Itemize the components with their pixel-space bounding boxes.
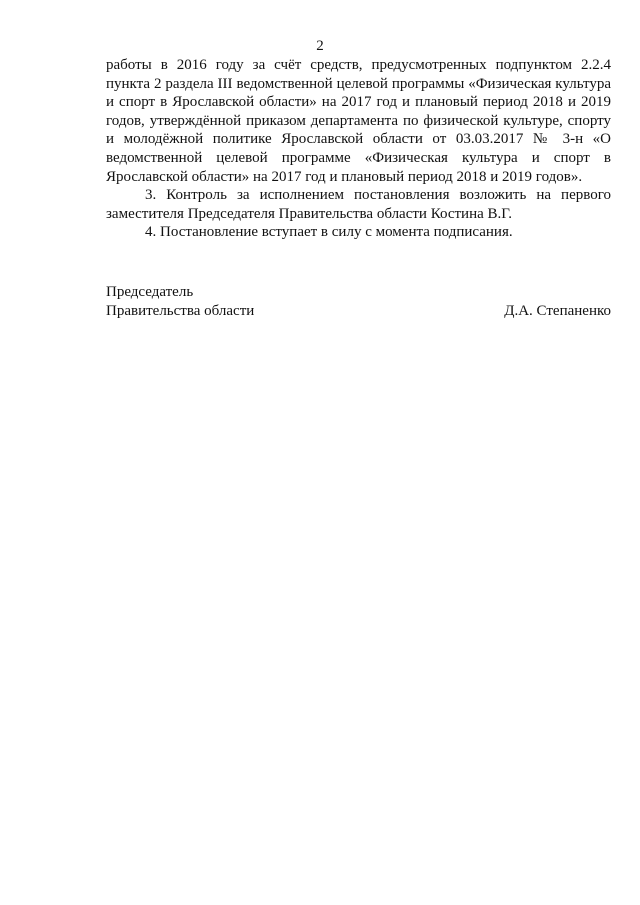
paragraph-item-4: 4. Постановление вступает в силу с момента подписания. bbox=[145, 224, 513, 241]
signatory-title-line1: Председатель bbox=[106, 284, 194, 300]
signature-block bbox=[106, 283, 611, 320]
page-number: 2 bbox=[316, 38, 324, 54]
paragraph-continuation: работы в 2016 году за счёт средств, предусмотренных подпунктом 2.2.4 пункта 2 раздела III ведомственной целевой программы «Физическая культура и спорт в Ярославской области» на 2017 год и плановый период 2018 и 2019 годов, утверждённой приказом департамента по физической культуре, спорту и молодёжной политике Ярославской области от 03.03.2017 № 3-н «О ведомственной целевой программе «Физическая культура и спорт в Ярославской области» на 2017 год и плановый период 2018 и 2019 годов». bbox=[106, 57, 611, 185]
signatory-name: Д.А. Степаненко bbox=[504, 302, 611, 319]
document-body bbox=[106, 56, 611, 242]
signature-row bbox=[106, 302, 611, 321]
signatory-title-line2: Правительства области bbox=[106, 302, 255, 319]
paragraph-item-3: 3. Контроль за исполнением постановления возложить на первого заместителя Председателя Правительства области Костина В.Г. bbox=[106, 187, 611, 222]
